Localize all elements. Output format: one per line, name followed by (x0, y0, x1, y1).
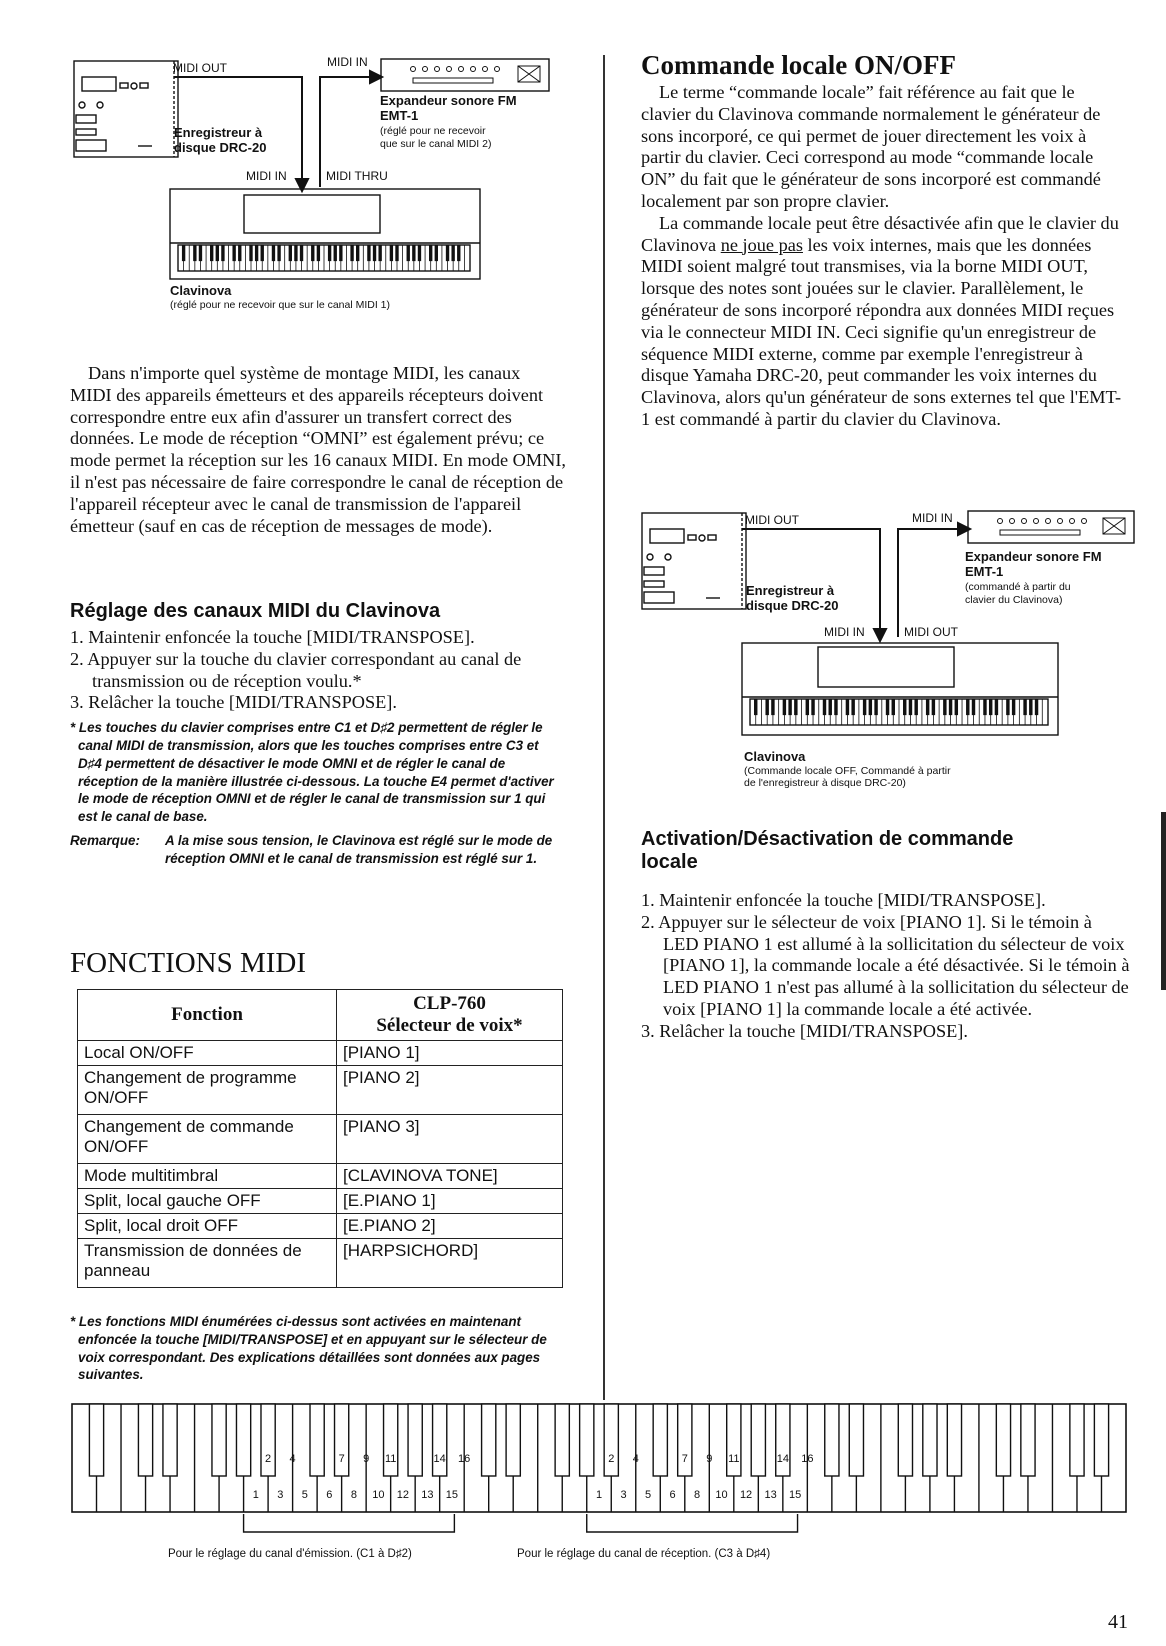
black-key (395, 245, 398, 261)
black-key (892, 699, 895, 715)
black-key (335, 1404, 349, 1476)
drc20-recorder-device (74, 61, 178, 157)
p2-before: La commande locale peut être désactivée afin que le clavier du Clavinova (641, 212, 1119, 255)
black-channel-number: 7 (338, 1453, 345, 1465)
white-channel-number: 1 (595, 1489, 603, 1501)
black-key (926, 699, 929, 715)
fonctions-heading: FONCTIONS MIDI (70, 947, 307, 979)
col-fonction-header: Fonction (78, 990, 337, 1041)
black-key (923, 1404, 937, 1476)
clavinova-note-right-line1: (Commande locale OFF, Commandé à partir (744, 765, 951, 777)
black-channel-number: 11 (384, 1453, 397, 1465)
left-intro-text (70, 363, 566, 537)
reglage-step-2: 2. Appuyer sur la touche du clavier correspondant au canal de transmission ou de réception voulu.* (70, 648, 522, 691)
clavinova-note: (réglé pour ne recevoir que sur le canal MIDI 1) (170, 299, 391, 311)
table-cell-selecteur: [E.PIANO 1] (337, 1189, 563, 1214)
black-key (751, 1404, 765, 1476)
black-key (221, 245, 224, 261)
table-row (78, 1189, 563, 1214)
black-channel-number: 14 (776, 1453, 789, 1465)
black-channel-number: 4 (289, 1453, 296, 1465)
black-key (914, 699, 917, 715)
black-key (199, 245, 202, 261)
black-key (457, 245, 460, 261)
black-key (407, 245, 410, 261)
black-key (412, 245, 415, 261)
expander-title-line1: Expandeur sonore FM (380, 93, 517, 108)
black-key (311, 245, 314, 261)
p2-after: les voix internes, mais que les données MIDI soient malgré tout transmises, via la borne MIDI OUT, lorsque des notes sont jouées sur le clavier. Parallèlement, le générateur de sons incorporé répondra aux données MIDI reçues via le connecteur MIDI IN. Ceci signifie qu'un enregistreur de séquence MIDI externe, comme par exemple l'enregistreur à disque Yamaha DRC-20, peut commander les voix internes du Clavinova, alors qu'un générateur de sons externes tel que l'EMT-1 est commandé à partir du clavier du Clavinova. (641, 234, 1122, 429)
expander-note-line1: (réglé pour ne recevoir (380, 125, 486, 137)
white-channel-number: 3 (277, 1489, 284, 1501)
black-key (1023, 699, 1026, 715)
expander-title-right (965, 549, 1102, 579)
recorder-title-line2: disque DRC-20 (174, 140, 267, 155)
recorder-title (174, 125, 266, 155)
black-key (972, 699, 975, 715)
label-midi-out-right: MIDI OUT (745, 513, 799, 527)
black-key (373, 245, 376, 261)
black-key (874, 699, 877, 715)
expander-title-line2: EMT-1 (380, 108, 419, 123)
table-cell-selecteur: [PIANO 2] (337, 1066, 563, 1115)
black-key (249, 245, 252, 261)
table-row (78, 1214, 563, 1239)
black-key (261, 1404, 275, 1476)
black-key (1094, 1404, 1108, 1476)
expander-title-right-line2: EMT-1 (965, 564, 1004, 579)
col-selecteur-header (337, 990, 563, 1041)
white-channel-number: 8 (350, 1489, 357, 1501)
black-key (238, 245, 241, 261)
black-key (851, 699, 854, 715)
white-channel-number: 10 (715, 1489, 728, 1501)
black-key (580, 1404, 594, 1476)
black-key (232, 245, 235, 261)
black-key (384, 1404, 398, 1476)
label-midi-out-clavinova-right: MIDI OUT (904, 625, 958, 639)
black-key (903, 699, 906, 715)
table-cell-fonction: Mode multitimbral (78, 1164, 337, 1189)
table-cell-fonction: Split, local droit OFF (78, 1214, 337, 1239)
black-key (754, 699, 757, 715)
black-key (138, 1404, 152, 1476)
activation-step-2: 2. Appuyer sur le sélecteur de voix [PIANO 1]. Si le témoin à LED PIANO 1 est allumé à la sollicitation du sélecteur de voix [PIANO 1], la commande locale a été désactivée. Si le témoin à LED PIANO 1 n'est pas allumé à la sollicitation du sélecteur de voix [PIANO 1] la commande locale a été activée. (641, 911, 1130, 1019)
label-midi-in-clavinova: MIDI IN (246, 169, 287, 183)
black-key (317, 245, 320, 261)
remarque-text: A la mise sous tension, le Clavinova est réglé sur le mode de réception OMNI et le canal de transmission est réglé sur 1. (165, 832, 553, 866)
recorder-title-right (746, 583, 838, 613)
expander-note-right-line1: (commandé à partir du (965, 581, 1071, 593)
black-key (367, 245, 370, 261)
white-channel-number: 6 (669, 1489, 676, 1501)
commande-locale-heading: Commande locale ON/OFF (641, 50, 956, 80)
fonctions-footnote-text: * Les fonctions MIDI énumérées ci-dessus sont activées en maintenant enfoncée la touche [MIDI/TRANSPOSE] et en appuyant sur le sélecteur de voix correspondant. Des explications détaillées sont données aux pages suivantes. (70, 1314, 547, 1383)
black-key (272, 245, 275, 261)
expander-title-right-line1: Expandeur sonore FM (965, 549, 1102, 564)
black-key (966, 699, 969, 715)
white-channel-number: 5 (301, 1489, 308, 1501)
activation-heading-line2: locale (641, 851, 698, 873)
black-key (482, 1404, 496, 1476)
black-key (604, 1404, 618, 1476)
activation-step-3: 3. Relâcher la touche [MIDI/TRANSPOSE]. (641, 1020, 968, 1041)
black-key (429, 245, 432, 261)
black-key (932, 699, 935, 715)
black-key (678, 1404, 692, 1476)
black-channel-number: 11 (728, 1453, 740, 1465)
label-midi-in-clavinova-right: MIDI IN (824, 625, 865, 639)
channel-keyboard-svg (70, 1402, 1130, 1562)
black-channel-number: 7 (681, 1453, 688, 1465)
black-key (261, 245, 264, 261)
activation-section (641, 828, 1130, 1043)
drc20-recorder-device-right (642, 513, 746, 609)
black-key (328, 245, 331, 261)
black-channel-number: 2 (608, 1453, 615, 1465)
bracket-reception (587, 1514, 798, 1532)
black-key (863, 699, 866, 715)
commande-locale-text (641, 82, 1128, 431)
white-channel-number: 10 (372, 1489, 385, 1501)
black-channel-number: 9 (706, 1453, 713, 1465)
label-midi-out: MIDI OUT (173, 61, 227, 75)
emt1-expander-device (381, 59, 549, 91)
caption-reception: Pour le réglage du canal de réception. (C3 à D♯4) (517, 1548, 771, 1560)
white-channel-number: 15 (788, 1489, 802, 1501)
black-key (236, 1404, 250, 1476)
clavinova-label-right: Clavinova (744, 749, 806, 764)
table-row (78, 1066, 563, 1115)
black-key (1012, 699, 1015, 715)
expander-note-right-line2: clavier du Clavinova) (965, 594, 1063, 606)
table-row (78, 1041, 563, 1066)
reglage-heading: Réglage des canaux MIDI du Clavinova (70, 600, 441, 622)
label-midi-thru: MIDI THRU (326, 169, 388, 183)
reglage-step-3: 3. Relâcher la touche [MIDI/TRANSPOSE]. (70, 692, 397, 713)
black-key (289, 245, 292, 261)
remarque-label: Remarque: (70, 832, 140, 848)
reglage-footnote-text: * Les touches du clavier comprises entre C1 et D♯2 permettent de régler le canal MIDI de transmission, alors que les touches comprises entre C3 et D♯4 permettent de désactiver le mode OMNI et de régler le canal de réception de la manière illustrée ci-dessous. La touche E4 permet d'activer le mode de réception OMNI et de régler le canal de transmission sur 1 qui est le canal de base. (70, 720, 554, 825)
caption-emission: Pour le réglage du canal d'émission. (C1 à D♯2) (168, 1548, 412, 1560)
black-key (356, 245, 359, 261)
black-key (255, 245, 258, 261)
black-key (334, 245, 337, 261)
black-key (811, 699, 814, 715)
black-key (1021, 1404, 1035, 1476)
white-channel-number: 13 (421, 1489, 434, 1501)
black-key (555, 1404, 569, 1476)
black-key (300, 245, 303, 261)
white-channel-number: 8 (693, 1489, 701, 1501)
column-divider (603, 55, 605, 1400)
label-midi-in-expander: MIDI IN (327, 55, 368, 69)
clavinova-note-right (744, 765, 951, 789)
black-key (947, 1404, 961, 1476)
activation-steps (641, 890, 1130, 1043)
black-key (89, 1404, 103, 1476)
black-key (823, 699, 826, 715)
table-row (78, 1115, 563, 1164)
black-key (506, 1404, 520, 1476)
reglage-footnote (70, 719, 556, 826)
midi-functions-table (77, 989, 563, 1288)
white-channel-number: 12 (739, 1489, 753, 1501)
black-key (943, 699, 946, 715)
p2-underline: ne joue pas (720, 234, 803, 255)
channel-keyboard-diagram (70, 1402, 1130, 1562)
table-row (78, 1164, 563, 1189)
expander-title (380, 93, 517, 123)
col-selecteur-header-line2: Sélecteur de voix* (376, 1015, 523, 1036)
white-channel-number: 6 (326, 1489, 333, 1501)
black-key (776, 1404, 790, 1476)
page-number: 41 (1108, 1611, 1128, 1633)
clavinova-piano (170, 189, 480, 279)
black-key (995, 699, 998, 715)
black-key (898, 1404, 912, 1476)
expander-note-right (965, 581, 1071, 607)
black-key (182, 245, 185, 261)
black-key (834, 699, 837, 715)
bracket-emission (244, 1514, 455, 1532)
table-row (78, 1239, 563, 1288)
black-key (765, 699, 768, 715)
white-channel-number: 15 (445, 1489, 459, 1501)
black-key (418, 245, 421, 261)
reglage-steps (70, 627, 566, 714)
black-key (390, 245, 393, 261)
black-key (1029, 699, 1032, 715)
black-key (846, 699, 849, 715)
white-channel-number: 12 (396, 1489, 410, 1501)
black-key (825, 1404, 839, 1476)
white-channel-number: 3 (620, 1489, 627, 1501)
recorder-title-right-line1: Enregistreur à (746, 583, 835, 598)
activation-heading (641, 828, 1121, 874)
black-key (727, 1404, 741, 1476)
white-channel-number: 1 (252, 1489, 259, 1501)
table-cell-fonction: Changement de commande ON/OFF (78, 1115, 337, 1164)
black-key (210, 245, 213, 261)
black-channel-number: 4 (632, 1453, 639, 1465)
commande-locale-p2 (641, 213, 1128, 431)
black-key (829, 699, 832, 715)
expander-note (380, 125, 491, 151)
black-key (408, 1404, 422, 1476)
black-key (163, 1404, 177, 1476)
black-key (451, 245, 454, 261)
black-key (339, 245, 342, 261)
table-cell-selecteur: [PIANO 1] (337, 1041, 563, 1066)
reglage-step-1: 1. Maintenir enfoncée la touche [MIDI/TRANSPOSE]. (70, 627, 475, 647)
black-key (653, 1404, 667, 1476)
midi-diagram-right (638, 507, 1148, 792)
remarque (70, 832, 560, 868)
black-key (378, 245, 381, 261)
table-cell-fonction: Transmission de données de panneau (78, 1239, 337, 1288)
table-cell-selecteur: [PIANO 3] (337, 1115, 563, 1164)
black-channel-number: 16 (801, 1453, 814, 1465)
black-key (350, 245, 353, 261)
black-key (277, 245, 280, 261)
black-key (771, 699, 774, 715)
clavinova-note-right-line2: de l'enregistreur à disque DRC-20) (744, 777, 906, 789)
black-key (794, 699, 797, 715)
black-channel-number: 14 (433, 1453, 446, 1465)
black-key (1006, 699, 1009, 715)
black-key (909, 699, 912, 715)
black-key (849, 1404, 863, 1476)
black-key (435, 245, 438, 261)
black-key (294, 245, 297, 261)
black-key (996, 1404, 1010, 1476)
activation-step-1: 1. Maintenir enfoncée la touche [MIDI/TRANSPOSE]. (641, 890, 1046, 910)
table-cell-selecteur: [HARPSICHORD] (337, 1239, 563, 1288)
table-cell-fonction: Changement de programme ON/OFF (78, 1066, 337, 1115)
black-key (983, 699, 986, 715)
black-channel-number: 9 (363, 1453, 370, 1465)
table-cell-selecteur: [E.PIANO 2] (337, 1214, 563, 1239)
midi-diagram-left (70, 55, 580, 335)
black-key (955, 699, 958, 715)
black-key (1035, 699, 1038, 715)
white-channel-number: 13 (764, 1489, 777, 1501)
black-key (783, 699, 786, 715)
black-key (1070, 1404, 1084, 1476)
expander-note-line2: que sur le canal MIDI 2) (380, 138, 492, 150)
black-key (446, 245, 449, 261)
activation-heading-line1: Activation/Désactivation de commande (641, 828, 1014, 850)
fonctions-footnote (70, 1313, 560, 1384)
page-edge-mark (1161, 812, 1166, 990)
commande-locale-p1: Le terme “commande locale” fait référence au fait que le clavier du Clavinova commande normalement le générateur de sons incorporé, ce qui permet de jouer directement les voix à partir du clavier. Ceci correspond au mode “commande locale ON” du fait que le générateur de sons incorporé est commandé localement par son propre clavier. (641, 82, 1101, 211)
intro-paragraph: Dans n'importe quel système de montage MIDI, les canaux MIDI des appareils émetteurs et des appareils récepteurs doivent correspondre entre eux afin d'assurer un transfert correct des données. Le mode de réception “OMNI” est également prévu; ce mode permet la réception sur les 16 canaux MIDI. En mode OMNI, il n'est pas nécessaire de faire correspondre le canal de réception de l'appareil récepteur avec le canal de transmission de l'appareil émetteur (sauf en cas de réception de messages de mode). (70, 363, 566, 536)
emt1-expander-device-right (968, 511, 1134, 543)
table-cell-fonction: Split, local gauche OFF (78, 1189, 337, 1214)
black-key (806, 699, 809, 715)
black-key (433, 1404, 447, 1476)
black-key (193, 245, 196, 261)
black-channel-number: 2 (265, 1453, 272, 1465)
black-key (216, 245, 219, 261)
black-key (886, 699, 889, 715)
table-cell-selecteur: [CLAVINOVA TONE] (337, 1164, 563, 1189)
table-cell-fonction: Local ON/OFF (78, 1041, 337, 1066)
midi-cables-right (742, 523, 970, 641)
black-channel-number: 16 (458, 1453, 471, 1465)
black-key (788, 699, 791, 715)
table-header-row (78, 990, 563, 1041)
recorder-title-right-line2: disque DRC-20 (746, 598, 839, 613)
recorder-title-line1: Enregistreur à (174, 125, 263, 140)
black-key (212, 1404, 226, 1476)
black-key (989, 699, 992, 715)
black-key (310, 1404, 324, 1476)
clavinova-label: Clavinova (170, 283, 232, 298)
white-channel-number: 5 (644, 1489, 652, 1501)
clavinova-piano-right (742, 643, 1058, 735)
label-midi-in-expander-right: MIDI IN (912, 511, 953, 525)
reglage-section (70, 600, 570, 868)
black-key (949, 699, 952, 715)
black-key (869, 699, 872, 715)
col-selecteur-header-line1: CLP-760 (413, 993, 486, 1014)
